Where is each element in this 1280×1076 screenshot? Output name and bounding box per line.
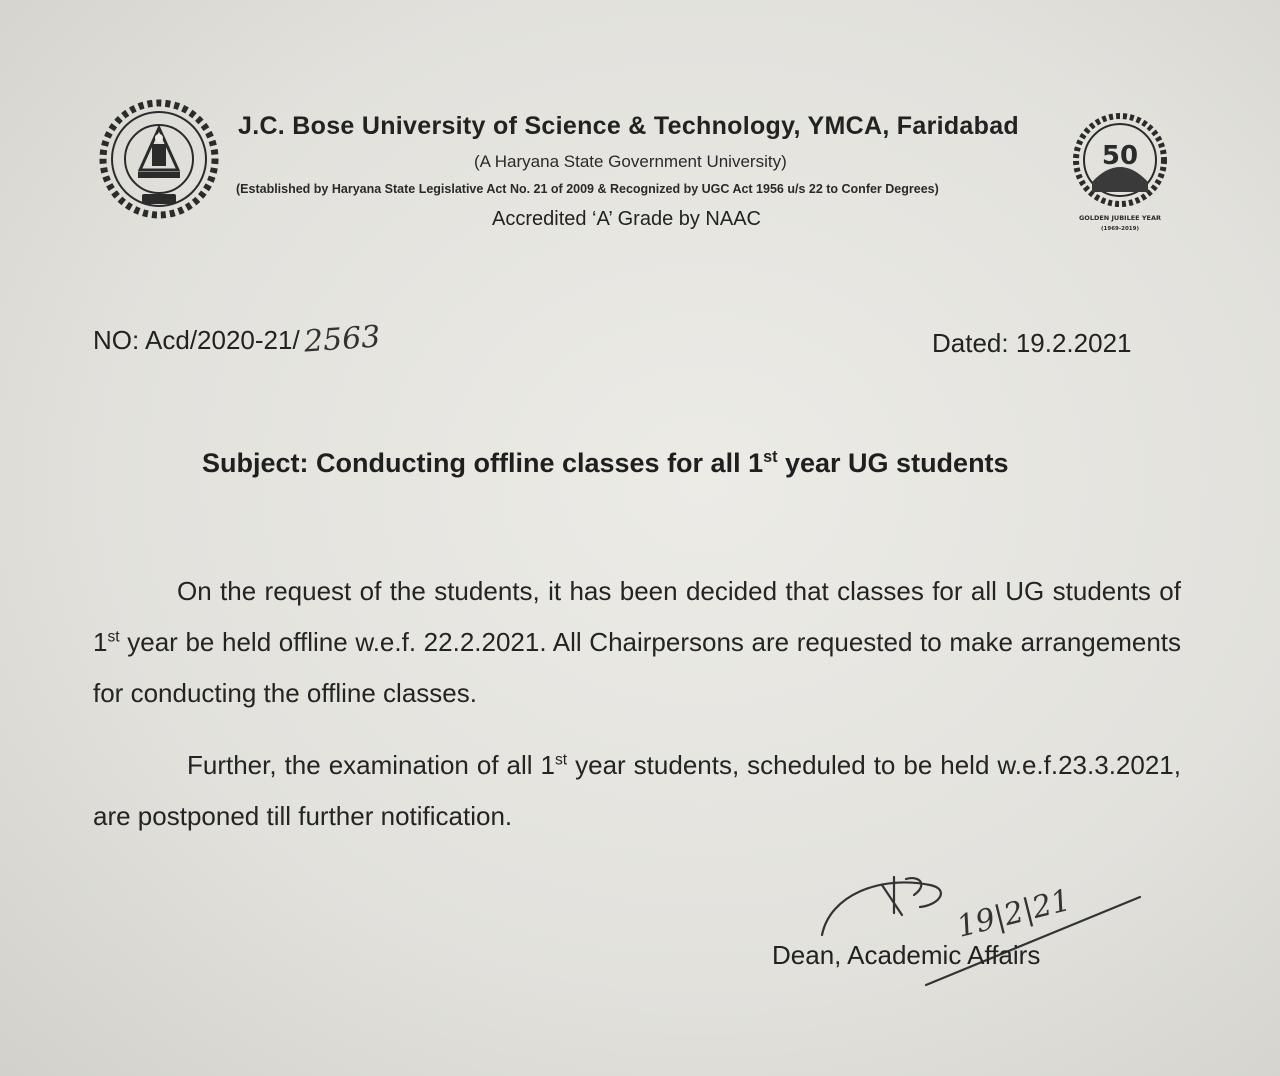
document-date: Dated: 19.2.2021 xyxy=(932,328,1132,358)
golden-jubilee-emblem-icon xyxy=(1070,112,1170,240)
reference-number xyxy=(93,319,382,360)
university-seal-icon xyxy=(98,98,220,220)
jubilee-number: 50 xyxy=(1101,141,1139,171)
body-paragraph-1: On the request of the students, it has been decided that classes for all UG students of 1st year be held offline w.e.f. 22.2.2021. All Chairpersons are requested to make arrangements for conducting the offline classes. xyxy=(93,576,1181,708)
handwritten-sign-date: 19|2|21 xyxy=(953,882,1075,945)
reference-prefix: NO: Acd/2020-21/ xyxy=(93,325,300,355)
establishment-line: (Established by Haryana State Legislative Act No. 21 of 2009 & Recognized by UGC Act 1956 u/s 22 to Confer Degrees) xyxy=(236,182,939,196)
body-paragraph-2: Further, the examination of all 1st year students, scheduled to be held w.e.f.23.3.2021, are postponed till further notification. xyxy=(93,750,1181,831)
subject-line: Subject: Conducting offline classes for all 1st year UG students xyxy=(202,448,1009,478)
jubilee-years: (1969-2019) xyxy=(1101,226,1139,232)
accreditation-line: Accredited ‘A’ Grade by NAAC xyxy=(492,208,761,230)
university-subtitle: (A Haryana State Government University) xyxy=(474,152,787,171)
handwritten-signature xyxy=(810,855,1150,995)
jubilee-caption: GOLDEN JUBILEE YEAR xyxy=(1078,214,1162,222)
signatory-title: Dean, Academic Affairs xyxy=(772,940,1041,970)
university-name: J.C. Bose University of Science & Technology, YMCA, Faridabad xyxy=(238,112,1019,140)
handwritten-reference-number: 2563 xyxy=(302,319,382,360)
